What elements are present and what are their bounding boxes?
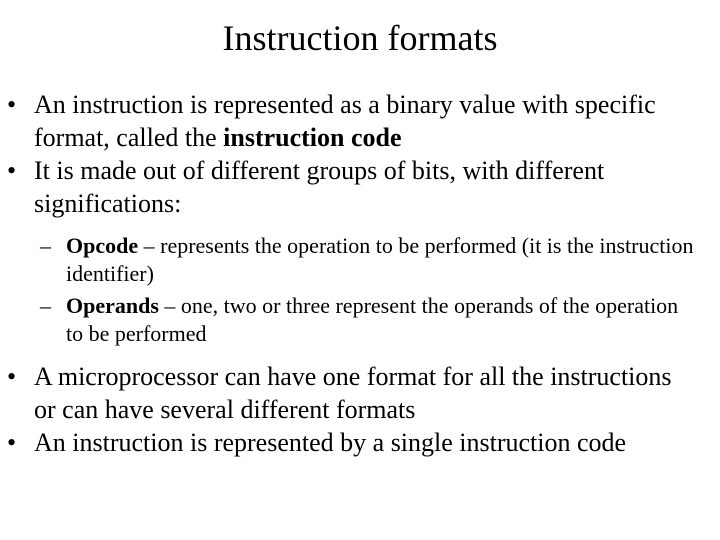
sub-bullet-item [0, 292, 720, 348]
sub-bullet-text: – represents the operation to be performed (it is the instruction identifier) [66, 233, 694, 286]
sub-bullet-term: Operands [66, 293, 159, 318]
sub-bullet-marker: – [40, 293, 51, 318]
sub-bullet-list [0, 232, 720, 348]
bullet-marker: • [7, 156, 17, 185]
bullet-item [0, 154, 720, 220]
bullet-list [0, 88, 720, 459]
bullet-text: An instruction is represented by a single instruction code [34, 428, 627, 457]
bullet-marker: • [7, 362, 17, 391]
bullet-marker: • [7, 90, 17, 119]
bullet-text: It is made out of different groups of bits, with different significations: [34, 156, 605, 218]
sub-bullet-item [0, 232, 720, 288]
bullet-text: An instruction is represented as a binary value with specific format, called the [34, 90, 656, 152]
sub-bullet-term: Opcode [66, 233, 139, 258]
bullet-item [0, 426, 720, 459]
sub-bullet-marker: – [40, 233, 51, 258]
sub-bullet-text: – one, two or three represent the operands of the operation to be performed [66, 293, 679, 346]
spacer [0, 220, 720, 232]
bullet-item [0, 88, 720, 154]
bullet-item [0, 360, 720, 426]
bullet-bold-text: instruction code [223, 123, 402, 152]
spacer [0, 348, 720, 360]
bullet-text: A microprocessor can have one format for all the instructions or can have several different formats [34, 362, 672, 424]
sub-bullet-group [0, 232, 720, 348]
bullet-marker: • [7, 428, 17, 457]
slide-title: Instruction formats [222, 18, 498, 58]
